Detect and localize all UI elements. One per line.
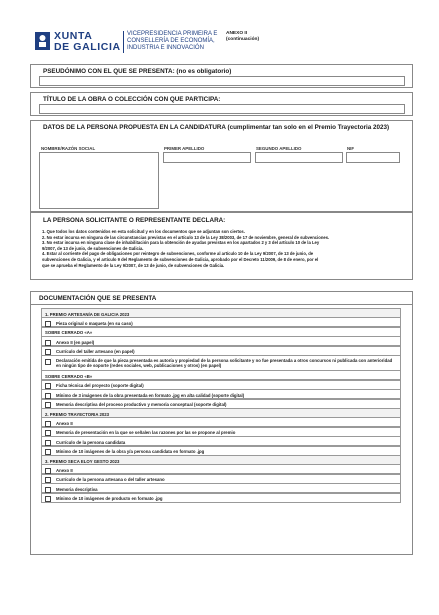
pseudonimo-input[interactable] (39, 76, 405, 86)
primer-apellido-label: PRIMER APELLIDO (164, 146, 205, 151)
doc-row-label: SOBRE CERRADO «A» (45, 330, 93, 336)
declara-item: 9/2007, de 13 de junio, de subvenciones de Galicia. (42, 245, 144, 251)
doc-row-label: 1. PREMIO ARTESANÍA DE GALICIA 2023 (45, 311, 130, 317)
declara-item: 1. Que todos los datos contenidos en esta solicitud y en los documentos que se adjuntan son ciertos. (42, 229, 245, 234)
nif-input[interactable] (346, 152, 400, 163)
documentacion-label: DOCUMENTACIÓN QUE SE PRESENTA (39, 295, 157, 302)
doc-row-label: Declaración emitida de que la pieza presentada es autoría y propiedad de la persona solicitante y no fue presentada a otros concursos ni publicada con anterioridad en ningún tipo de soporte (redes sociales, web, publicaciones y otros) (en papel) (56, 358, 393, 369)
doc-row-label: Memoria descriptiva del proceso productivo y memoria conceptual (soporte digital) (56, 402, 227, 408)
logo-text-galicia: DE GALICIA (54, 41, 121, 53)
documentacion-divider (31, 304, 412, 305)
doc-row-label: SOBRE CERRADO «B» (45, 373, 93, 379)
pseudonimo-label: PSEUDÓNIMO CON EL QUE SE PRESENTA: (no es obligatorio) (43, 68, 232, 75)
declara-item: 2. No estar incursa en ninguna de las circunstancias previstas en el artículo 13 de la Ley 38/2003, de 17 de noviembre, general de subvenciones. (42, 234, 330, 240)
doc-row-label: 3. PREMIO SECA ELOY GESTO 2023 (45, 458, 120, 464)
datos-section (30, 120, 413, 212)
doc-row-label: Mínimo de 10 imágenes de la obra y/a persona candidata en formato .jpg (56, 449, 205, 455)
datos-label: DATOS DE LA PERSONA PROPUESTA EN LA CANDIDATURA (cumplimentar tan solo en el Premio Trayectoria 2023) (43, 124, 390, 131)
doc-row-label: Mínimo de 3 imágenes de la obra presentada en formato .jpg en alta calidad (soporte digital) (56, 392, 245, 398)
doc-row-label: Mínimo de 10 imágenes de producto en formato .jpg (56, 496, 163, 502)
titulo-label: TÍTULO DE LA OBRA O COLECCIÓN CON QUE PARTICIPA: (43, 96, 221, 103)
declara-item: 4. Estar al corriente del pago de obligaciones por reintegro de subvenciones, conforme al artículo 10 de la Ley 9/2007, de 13 de junio, de (42, 251, 314, 257)
logo-text-xunta: XUNTA (54, 30, 93, 42)
xunta-logo-icon (35, 32, 50, 50)
department-line: CONSELLERÍA DE ECONOMÍA, (127, 38, 215, 44)
doc-row-label: Anexo II (56, 420, 73, 426)
declara-item: que se aprueba el Reglamento de la Ley 9/2007, de 13 de junio, de subvenciones de Galicia. (42, 262, 225, 268)
doc-row-label: Currículo del taller artesano (en papel) (56, 349, 135, 355)
doc-checkbox[interactable] (45, 496, 51, 502)
doc-row-label: Memoria de presentación en la que se señalen las razones por las se propone al premio (56, 430, 236, 436)
doc-row-label: Ficha técnica del proyecto (soporte digital) (56, 383, 144, 389)
doc-row-label: Anexo II (en papel) (56, 339, 95, 345)
anexo-label (226, 31, 259, 43)
primer-apellido-input[interactable] (163, 152, 251, 163)
doc-checklist-row (41, 355, 401, 371)
doc-checkbox[interactable] (45, 359, 51, 365)
department-name (127, 31, 227, 52)
declara-item: subvenciones de Galicia, y el artículo 9 del Reglamento de subvenciones de Galicia, aprobado por el Decreto 11/2009, de 8 de enero, por el (42, 256, 319, 262)
doc-row-label: Pieza original o maqueta (en su caso) (56, 320, 133, 326)
nif-label: NIF (347, 146, 355, 151)
declara-label: LA PERSONA SOLICITANTE O REPRESENTANTE DECLARA: (43, 217, 226, 224)
logo-divider (123, 31, 124, 53)
titulo-section (30, 92, 413, 116)
segundo-apellido-input[interactable] (255, 152, 343, 163)
anexo-title: ANEXO II (226, 31, 248, 36)
doc-row-label: 2. PREMIO TRAYECTORIA 2023 (45, 411, 110, 417)
pseudonimo-section (30, 64, 413, 88)
nombre-input[interactable] (39, 152, 159, 209)
declara-list (42, 229, 402, 268)
doc-row-label: Anexo II (56, 467, 73, 473)
department-line: VICEPRESIDENCIA PRIMEIRA E (127, 31, 218, 37)
doc-checklist-row (41, 493, 401, 503)
segundo-apellido-label: SEGUNDO APELLIDO (256, 146, 302, 151)
titulo-input[interactable] (39, 104, 405, 114)
department-line: INDUSTRIA E INNOVACIÓN (127, 45, 204, 51)
anexo-continuacion: (continuación) (226, 37, 260, 42)
doc-row-label: Memoria descriptiva (56, 486, 98, 492)
declara-item: 3. No estar incursa en ninguna clase de inhabilitación para la obtención de ayudas previstas en los apartados 2 y 3 del artículo 10 de la Ley (42, 240, 320, 246)
nombre-label: NOMBRE/RAZÓN SOCIAL (41, 146, 96, 151)
doc-row-label: Currículo de la persona candidata (56, 439, 126, 445)
doc-row-label: Currículo de la persona artesana o del taller artesano (56, 477, 165, 483)
